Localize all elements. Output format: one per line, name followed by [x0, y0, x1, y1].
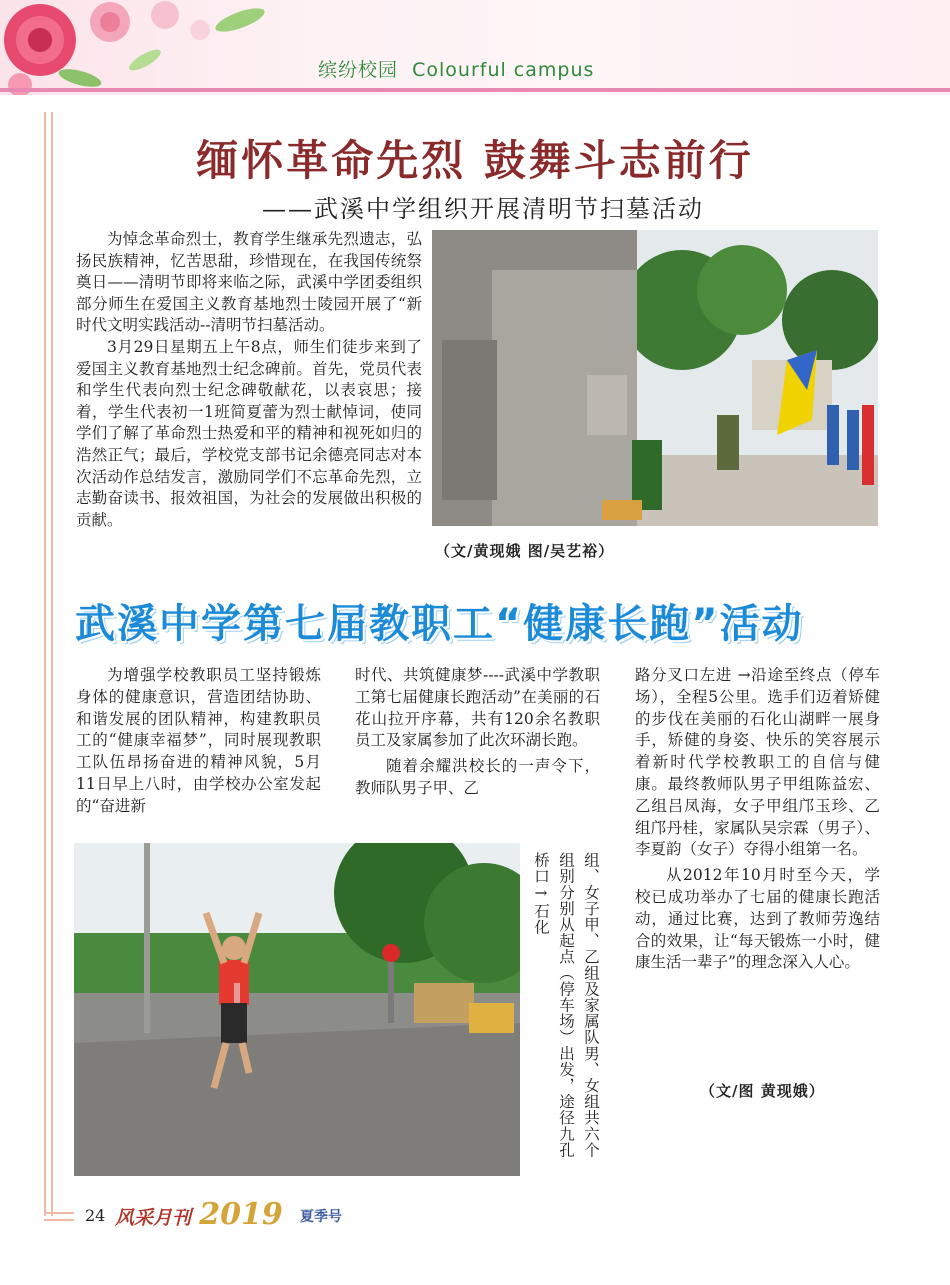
year-logo-icon	[195, 1188, 287, 1234]
article2-column-3	[635, 665, 880, 974]
article2-paragraph: 路分叉口左进 →沿途至终点（停车场），全程5公里。选手们迈着矫健的步伐在美丽的石化山湖畔一展身手，矫健的身姿、快乐的笑容展示着新时代学校教职工的自信与健康。最终教师队男子甲组陈益宏、乙组吕凤海，女子甲组邝玉珍、乙组邝丹桂，家属队吴宗霖（男子）、李夏韵（女子）夺得小组第一名。	[635, 666, 880, 859]
svg-text:2019: 2019	[199, 1197, 283, 1232]
page-number: 24	[85, 1206, 106, 1225]
article2-column-2	[355, 665, 600, 800]
season-label: 夏季号	[300, 1209, 342, 1225]
page-header	[0, 0, 950, 95]
article2-paragraph: 时代、共筑健康梦----武溪中学教职工第七届健康长跑活动”在美丽的石花山拉开序幕，共有120余名教职员工及家属参加了此次环湖长跑。	[355, 666, 600, 750]
article1-paragraph: 为悼念革命烈士，教育学生继承先烈遗志，弘扬民族精神，忆苦思甜，珍惜现在，在我国传统祭奠日——清明节即将来临之际，武溪中学团委组织部分师生在爱国主义教育基地烈士陵园开展了“新时代文明实践活动--清明节扫墓活动。	[76, 230, 422, 335]
frame-horizontal-line	[44, 1212, 74, 1221]
article2-column-1	[76, 665, 321, 818]
article1-title: 缅怀革命先烈 鼓舞斗志前行	[196, 136, 754, 185]
article2-title: 武溪中学第七届教职工“健康长跑”活动	[75, 601, 804, 647]
memorial-photo	[432, 230, 878, 526]
magazine-name: 风采月刊	[115, 1207, 192, 1229]
article1-body	[76, 229, 422, 531]
section-title-en: Colourful campus	[412, 59, 595, 81]
article1-paragraph: 3月29日星期五上午8点，师生们徒步来到了爱国主义教育基地烈士纪念碑前。首先，党员代表和学生代表向烈士纪念碑敬献花，以表哀思；接着，学生代表初一1班简夏蕾为烈士献悼词，使同学们了解了革命烈士热爱和平的精神和视死如归的浩然正气；最后，学校党支部书记余德亮同志对本次活动作总结发言，激励同学们不忘革命先烈，立志勤奋读书、报效祖国，为社会的发展做出积极的贡献。	[76, 337, 422, 529]
article2-vertical-text: 组、女子甲、乙组及家属队男、女组共六个组别分别从起点（停车场）出发，途径九孔桥口→石化	[532, 852, 600, 1158]
section-title-cn: 缤纷校园	[318, 59, 399, 81]
flower-decoration-icon	[0, 0, 310, 95]
article2-paragraph: 为增强学校教职员工坚持锻炼身体的健康意识，营造团结协助、和谐发展的团队精神，构建教职员工的“健康幸福梦”，同时展现教职工队伍昂扬奋进的精神风貌，5月11日早上八时，由学校办公室发起的“奋进新	[76, 666, 321, 815]
section-title	[318, 55, 594, 82]
runner-photo	[74, 843, 520, 1176]
header-divider	[0, 88, 950, 92]
article1-caption: （文/黄现娥 图/吴艺裕）	[435, 542, 615, 560]
article2-caption: （文/图 黄现娥）	[700, 1082, 825, 1100]
article1-subtitle: ——武溪中学组织开展清明节扫墓活动	[262, 195, 704, 223]
article2-paragraph: 从2012年10月时至今天，学校已成功举办了七届的健康长跑活动，通过比赛，达到了教师劳逸结合的效果，让“每天锻炼一小时，健康生活一辈子”的理念深入人心。	[635, 866, 880, 972]
frame-vertical-line	[44, 112, 53, 1216]
article2-paragraph: 随着余耀洪校长的一声令下，教师队男子甲、乙	[355, 757, 600, 797]
